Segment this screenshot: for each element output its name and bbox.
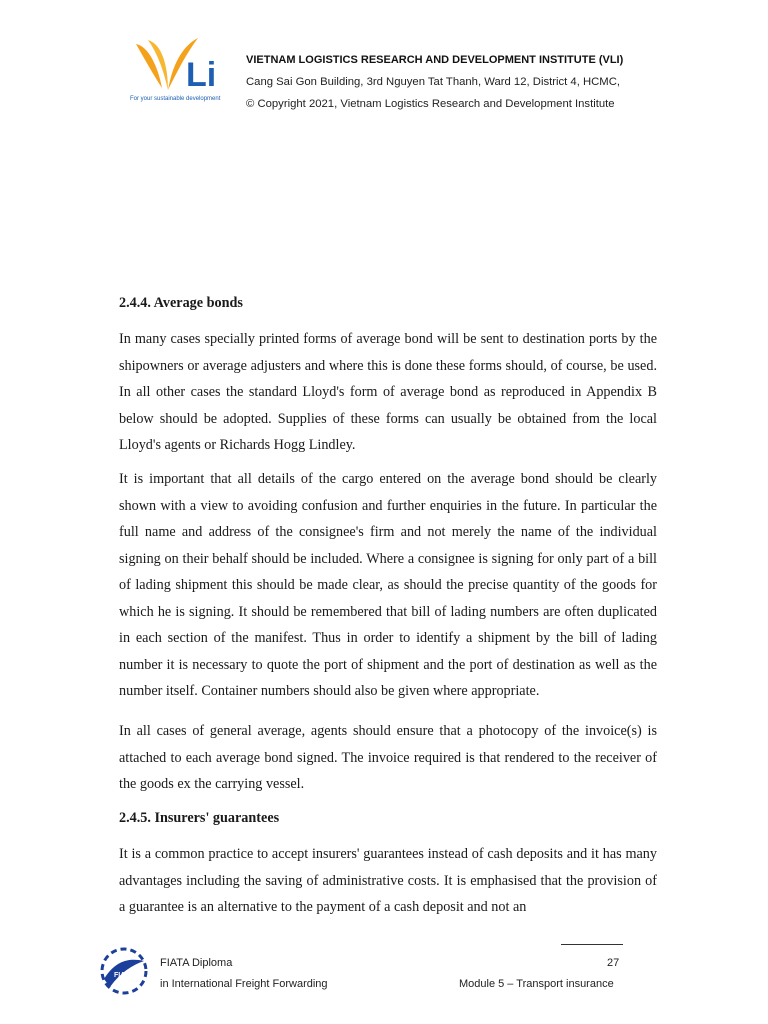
page-footer bbox=[0, 935, 768, 1024]
paragraph-1: In many cases specially printed forms of average bond will be sent to destination ports by the shipowners or average adjusters and where this is done these forms should, of course, be used. In all other cases the standard Lloyd's form of average bond as reproduced in Appendix B below should be adopted. Supplies of these forms can usually be obtained from the local Lloyd's agents or Richards Hogg Lindley. bbox=[119, 331, 657, 453]
footer-diploma: FIATA Diploma bbox=[160, 957, 233, 969]
svg-text:FIATA: FIATA bbox=[114, 972, 134, 979]
paragraph-4: It is a common practice to accept insurers' guarantees instead of cash deposits and it has many advantages including the saving of administrative costs. It is emphasised that the provision of a guarantee is an alternative to the payment of a cash deposit and not an bbox=[119, 846, 657, 915]
paragraph-2: It is important that all details of the cargo entered on the average bond should be clearly shown with a view to avoiding confusion and further enquiries in the future. In particular the full name and address of the consignee's firm and not merely the name of the individual signing on their behalf should be included. Where a consignee is signing for only part of a bill of lading shipment this should be made clear, as should the precise quantity of the goods for which he is signing. It should be remembered that bill of lading numbers are often duplicated in each section of the manifest. Thus in order to identify a shipment by the bill of lading number it is necessary to quote the port of shipment and the port of destination as well as the number itself. Container numbers should also be given where appropriate. bbox=[119, 471, 657, 699]
page-header bbox=[0, 0, 768, 130]
page-number: 27 bbox=[607, 957, 620, 969]
copyright-line: © Copyright 2021, Vietnam Logistics Research and Development Institute bbox=[246, 98, 615, 110]
footer-rule bbox=[561, 944, 623, 945]
institute-address: Cang Sai Gon Building, 3rd Nguyen Tat Thanh, Ward 12, District 4, HCMC, bbox=[246, 76, 621, 88]
institute-name: VIETNAM LOGISTICS RESEARCH AND DEVELOPMENT INSTITUTE (VLI) bbox=[246, 54, 624, 66]
module-label: Module 5 – Transport insurance bbox=[459, 978, 614, 990]
paragraph-3: In all cases of general average, agents should ensure that a photocopy of the invoice(s) is attached to each average bond signed. The invoice required is that rendered to the receiver of the goods ex the carrying vessel. bbox=[119, 723, 657, 792]
fiata-logo bbox=[96, 943, 152, 999]
footer-program: in International Freight Forwarding bbox=[160, 978, 328, 990]
vli-logo bbox=[128, 36, 224, 106]
section-heading-average-bonds: 2.4.4. Average bonds bbox=[119, 295, 243, 311]
section-heading-insurers-guarantees: 2.4.5. Insurers' guarantees bbox=[119, 810, 280, 826]
svg-text:For your sustainable developme: For your sustainable development bbox=[130, 96, 221, 102]
svg-text:Li: Li bbox=[186, 56, 217, 94]
